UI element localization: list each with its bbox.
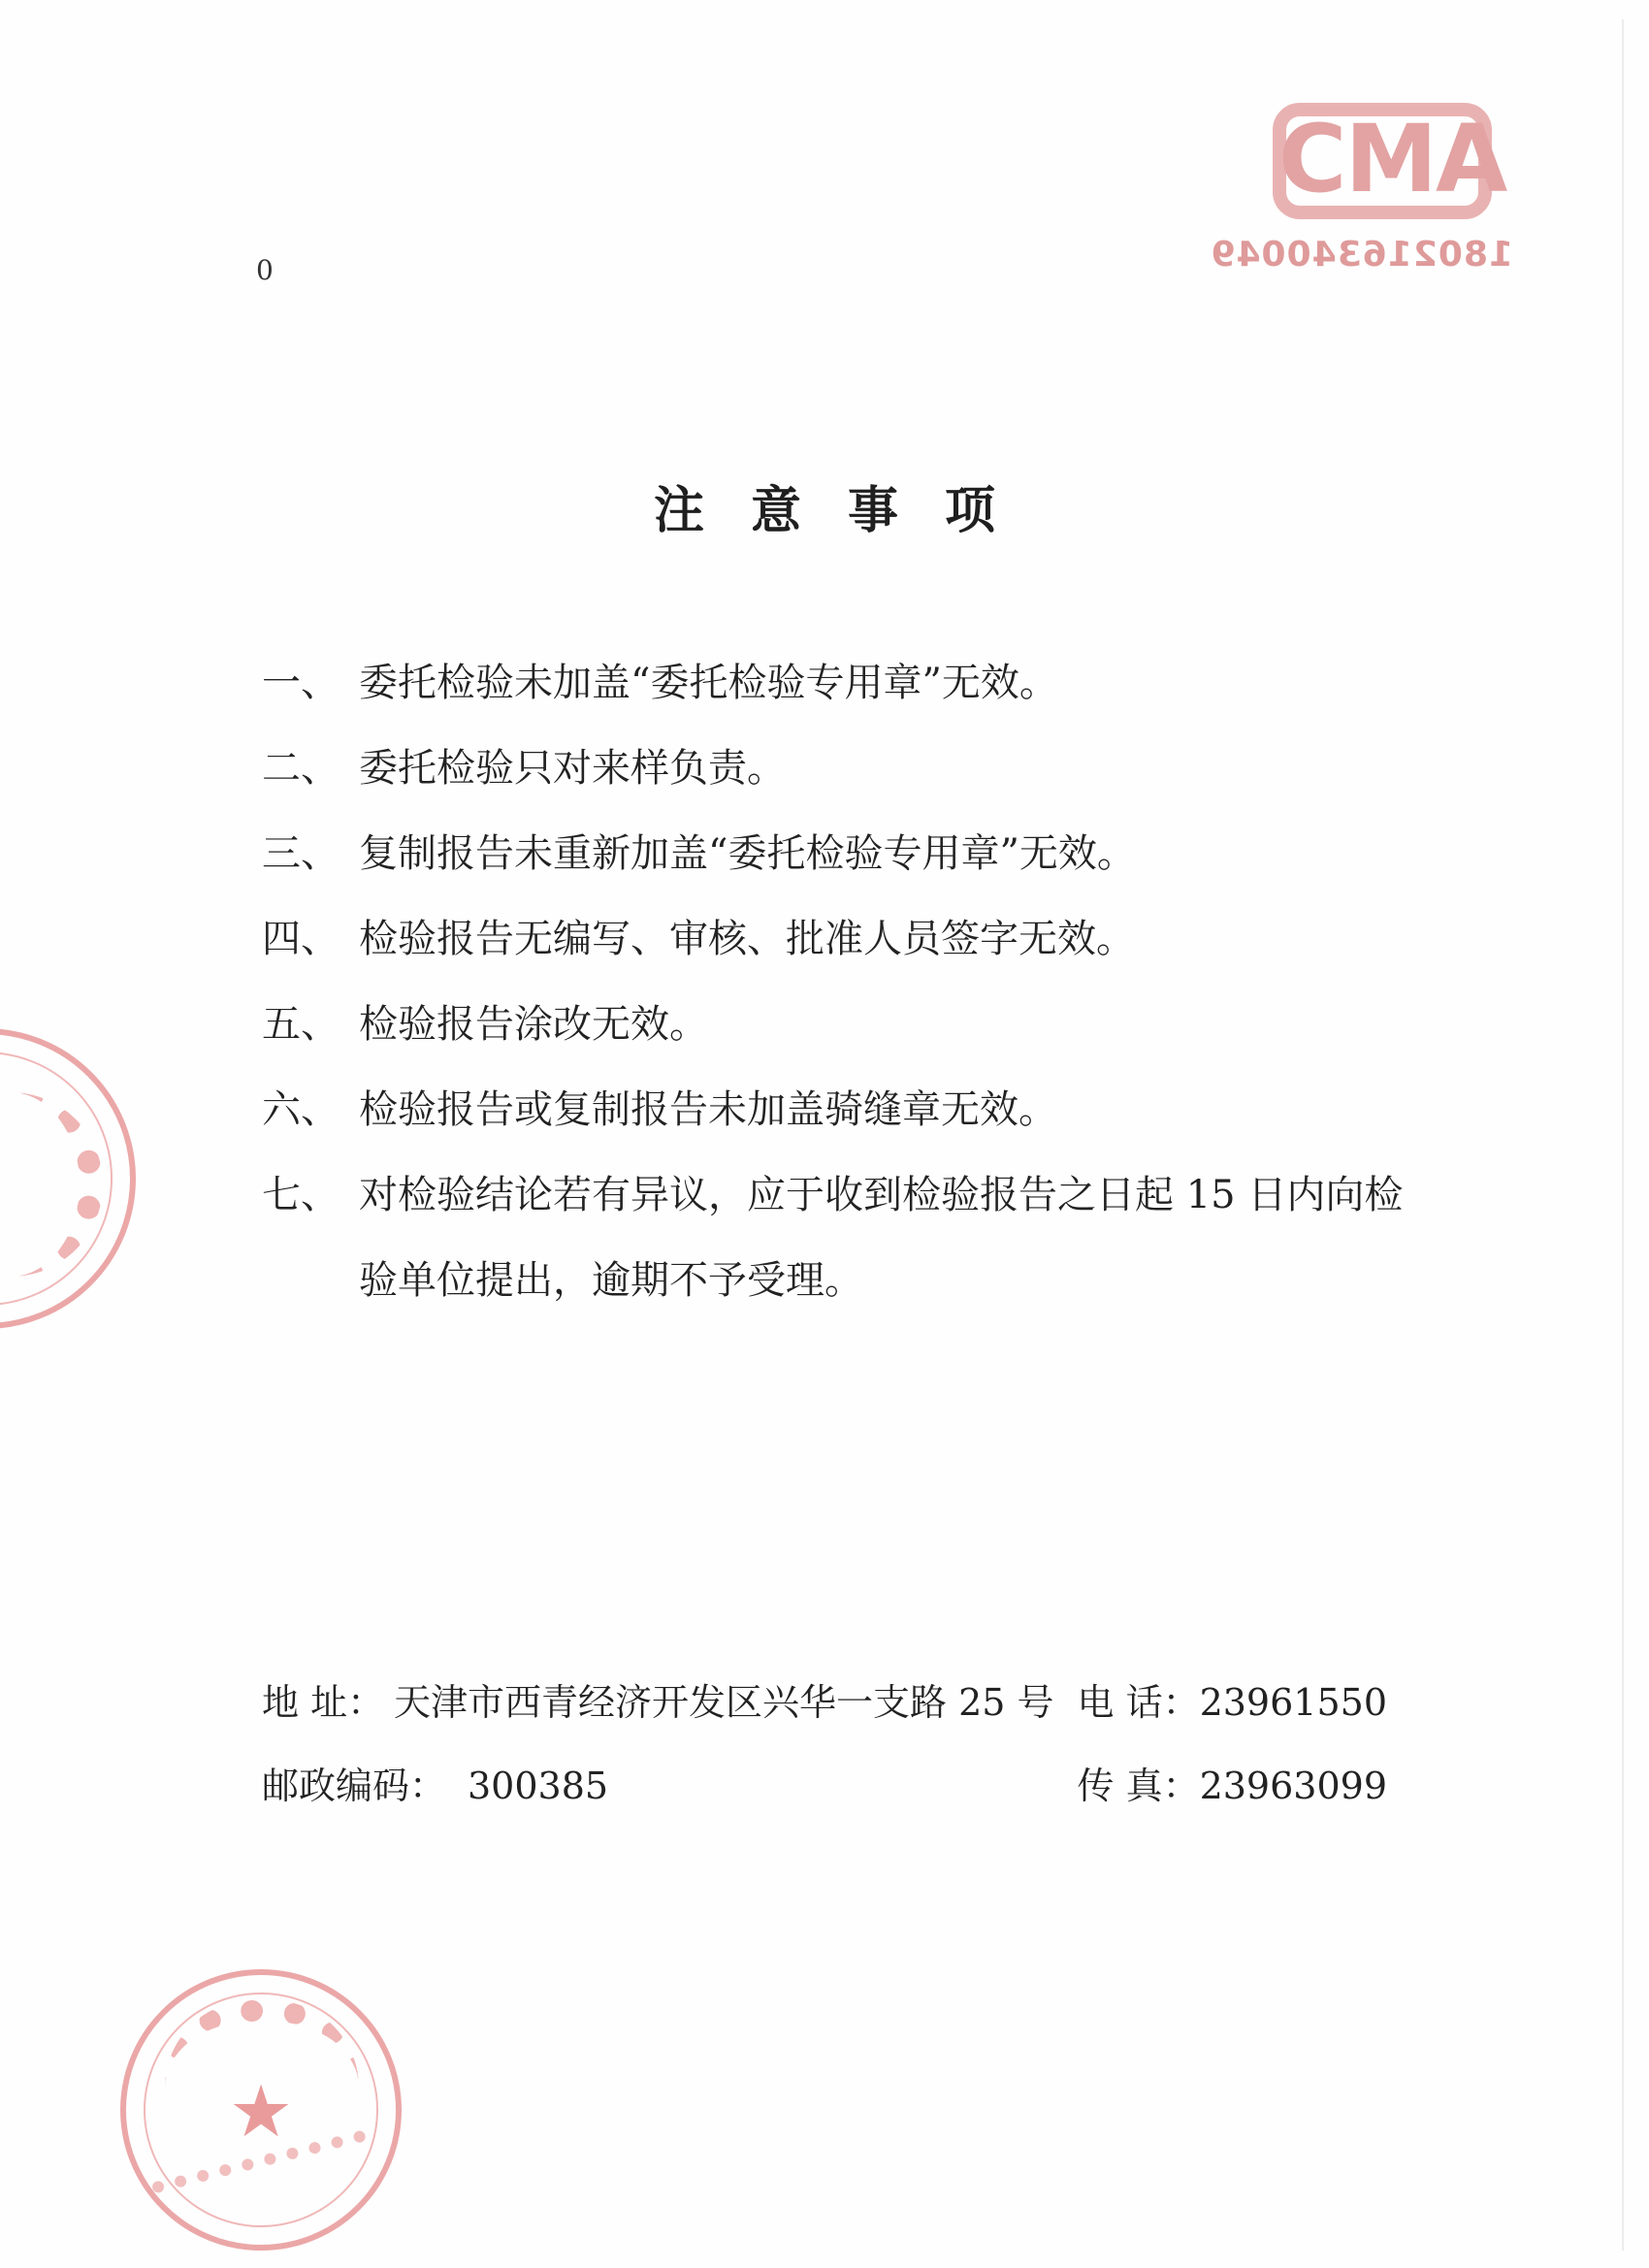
note-text: 检验报告无编写、审核、批准人员签字无效。 xyxy=(359,917,1135,961)
page-title: 注意事项 xyxy=(653,481,1042,540)
note-item xyxy=(262,1152,1406,1323)
postcode-label: 邮政编码： xyxy=(262,1765,447,1807)
page-number: 0 xyxy=(256,254,274,286)
note-number: 一、 xyxy=(262,661,340,705)
note-text: 检验报告涂改无效。 xyxy=(359,1002,708,1047)
note-text: 对检验结论若有异议，应于收到检验报告之日起 15 日内向检验单位提出，逾期不予受理。 xyxy=(359,1173,1404,1303)
cma-certification-mark xyxy=(1210,93,1521,287)
phone-group xyxy=(1077,1661,1387,1744)
note-number: 五、 xyxy=(262,1002,340,1047)
postcode-value: 300385 xyxy=(468,1765,609,1807)
phone-value: 23961550 xyxy=(1199,1681,1387,1724)
fax-value: 23963099 xyxy=(1199,1765,1387,1807)
contact-row xyxy=(262,1744,1387,1828)
note-text: 委托检验只对来样负责。 xyxy=(359,746,786,791)
star-icon: ★ xyxy=(228,2070,294,2154)
note-item xyxy=(262,640,1406,726)
note-number: 二、 xyxy=(262,746,340,791)
note-item xyxy=(262,896,1406,982)
note-item xyxy=(262,811,1406,896)
cma-logo-text: CMA xyxy=(1278,105,1506,213)
note-item xyxy=(262,726,1406,811)
fax-label: 传 真： xyxy=(1077,1765,1200,1807)
seam-seal-stamp xyxy=(0,1028,136,1329)
official-seal-stamp xyxy=(120,1969,402,2251)
contact-row xyxy=(262,1661,1387,1744)
phone-label: 电 话： xyxy=(1077,1681,1200,1724)
note-number: 四、 xyxy=(262,917,340,961)
note-text: 委托检验未加盖“委托检验专用章”无效。 xyxy=(359,661,1058,705)
notes-list xyxy=(262,640,1406,1323)
note-number: 七、 xyxy=(262,1173,340,1217)
note-text: 检验报告或复制报告未加盖骑缝章无效。 xyxy=(359,1087,1057,1132)
fax-group xyxy=(1077,1744,1387,1828)
note-number: 三、 xyxy=(262,831,340,876)
note-text: 复制报告未重新加盖“委托检验专用章”无效。 xyxy=(359,831,1136,876)
cma-certificate-number: 180216340049 xyxy=(1210,235,1513,275)
note-item xyxy=(262,1067,1406,1152)
note-item xyxy=(262,982,1406,1067)
note-number: 六、 xyxy=(262,1087,340,1132)
address-label: 地 址： xyxy=(262,1681,385,1724)
page-edge xyxy=(1622,19,1624,2251)
contact-info xyxy=(262,1661,1387,1828)
address-value: 天津市西青经济开发区兴华一支路 25 号 xyxy=(394,1681,1054,1724)
